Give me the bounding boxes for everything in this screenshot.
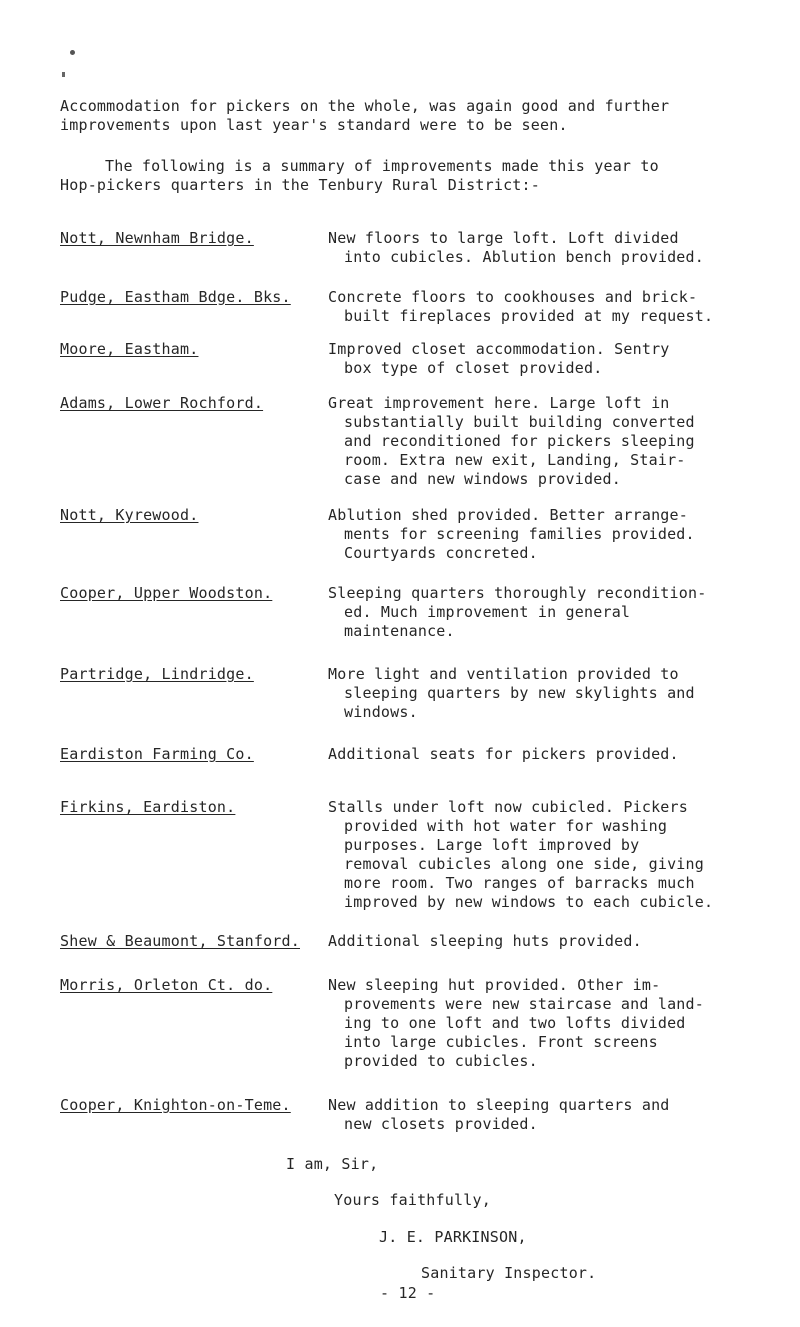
entry-line: Courtyards concreted. — [344, 544, 538, 562]
page-number: - 12 - — [380, 1284, 436, 1302]
entry-line: New sleeping hut provided. Other im- — [328, 976, 661, 994]
entry-line: Ablution shed provided. Better arrange- — [328, 506, 688, 524]
entry-line: maintenance. — [344, 622, 455, 640]
entry-location: Shew & Beaumont, Stanford. — [60, 932, 300, 950]
summary-paragraph — [60, 157, 780, 195]
entry-line: provided with hot water for washing — [344, 817, 668, 835]
signatory-name: J. E. PARKINSON, — [379, 1228, 527, 1246]
entry-line: Improved closet accommodation. Sentry — [328, 340, 670, 358]
entry-line: Stalls under loft now cubicled. Pickers — [328, 798, 688, 816]
entry-location: Eardiston Farming Co. — [60, 745, 254, 763]
entry-line: new closets provided. — [344, 1115, 538, 1133]
entry-description — [328, 288, 798, 326]
entry-description — [328, 976, 798, 1071]
entry-description — [328, 745, 798, 764]
entry-line: provements were new staircase and land- — [344, 995, 704, 1013]
valediction: Yours faithfully, — [334, 1191, 491, 1209]
entry-line: Great improvement here. Large loft in — [328, 394, 670, 412]
entry-line: removal cubicles along one side, giving — [344, 855, 704, 873]
entry-description — [328, 798, 798, 912]
entry-location: Firkins, Eardiston. — [60, 798, 236, 816]
entry-line: New floors to large loft. Loft divided — [328, 229, 679, 247]
entry-line: room. Extra new exit, Landing, Stair- — [344, 451, 686, 469]
entry-location: Cooper, Knighton-on-Teme. — [60, 1096, 291, 1114]
summary-line: The following is a summary of improvements made this year to — [105, 157, 659, 175]
salutation: I am, Sir, — [286, 1155, 379, 1173]
entry-line: into large cubicles. Front screens — [344, 1033, 658, 1051]
signatory-title: Sanitary Inspector. — [421, 1264, 597, 1282]
intro-line: Accommodation for pickers on the whole, was again good and further — [60, 97, 670, 115]
entry-location: Morris, Orleton Ct. do. — [60, 976, 273, 994]
entry-line: sleeping quarters by new skylights and — [344, 684, 695, 702]
entry-description — [328, 340, 798, 378]
scan-mark — [70, 50, 75, 55]
entry-line: built fireplaces provided at my request. — [344, 307, 714, 325]
entry-line: ed. Much improvement in general — [344, 603, 631, 621]
entry-description — [328, 229, 798, 267]
entry-line: ments for screening families provided. — [344, 525, 695, 543]
entry-location: Cooper, Upper Woodston. — [60, 584, 273, 602]
entry-line: purposes. Large loft improved by — [344, 836, 640, 854]
intro-line: improvements upon last year's standard were to be seen. — [60, 116, 568, 134]
entry-description — [328, 394, 798, 489]
entry-line: windows. — [344, 703, 418, 721]
entry-line: Concrete floors to cookhouses and brick- — [328, 288, 698, 306]
entry-line: Additional sleeping huts provided. — [328, 932, 642, 950]
entry-line: New addition to sleeping quarters and — [328, 1096, 670, 1114]
entry-location: Adams, Lower Rochford. — [60, 394, 264, 412]
entry-location: Partridge, Lindridge. — [60, 665, 254, 683]
entry-description — [328, 1096, 798, 1134]
scan-mark — [62, 72, 65, 77]
entry-description — [328, 506, 798, 563]
entry-location: Nott, Newnham Bridge. — [60, 229, 254, 247]
entry-line: Sleeping quarters thoroughly recondition- — [328, 584, 707, 602]
entry-line: provided to cubicles. — [344, 1052, 538, 1070]
entry-line: and reconditioned for pickers sleeping — [344, 432, 695, 450]
intro-paragraph — [60, 97, 780, 135]
entry-location: Moore, Eastham. — [60, 340, 199, 358]
entry-description — [328, 584, 798, 641]
entry-line: More light and ventilation provided to — [328, 665, 679, 683]
entry-line: case and new windows provided. — [344, 470, 621, 488]
entry-line: substantially built building converted — [344, 413, 695, 431]
summary-line: Hop-pickers quarters in the Tenbury Rural District:- — [60, 176, 540, 194]
entry-location: Pudge, Eastham Bdge. Bks. — [60, 288, 291, 306]
entry-location: Nott, Kyrewood. — [60, 506, 199, 524]
entry-line: ing to one loft and two lofts divided — [344, 1014, 686, 1032]
entry-line: more room. Two ranges of barracks much — [344, 874, 695, 892]
entry-line: improved by new windows to each cubicle. — [344, 893, 714, 911]
entry-line: Additional seats for pickers provided. — [328, 745, 679, 763]
entry-line: box type of closet provided. — [344, 359, 603, 377]
entry-description — [328, 665, 798, 722]
entry-description — [328, 932, 798, 951]
entry-line: into cubicles. Ablution bench provided. — [344, 248, 704, 266]
